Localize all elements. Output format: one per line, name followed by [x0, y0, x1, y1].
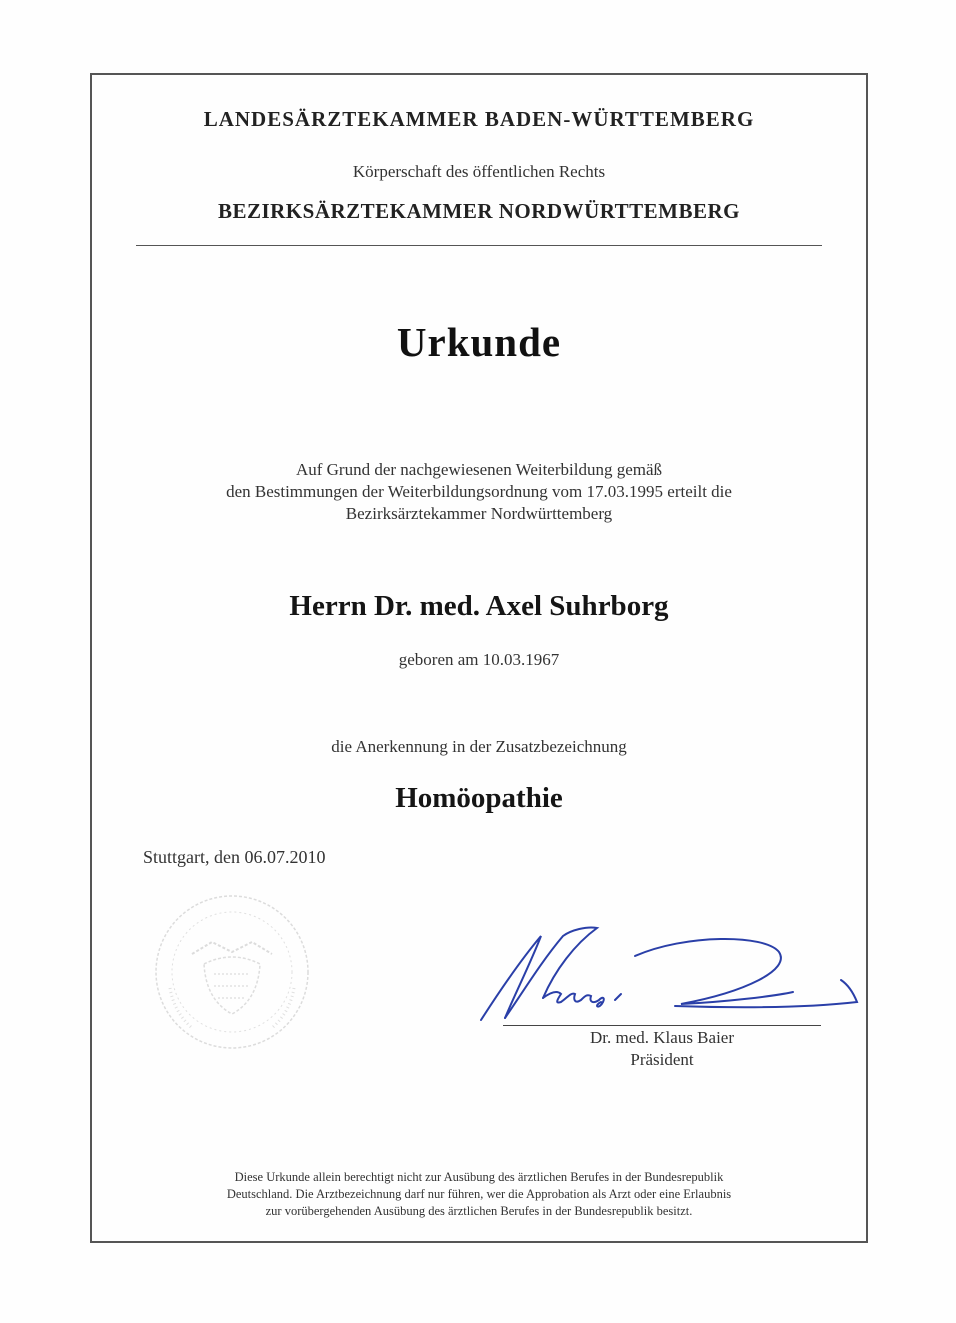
birth-date: geboren am 10.03.1967: [398, 650, 560, 669]
place-and-date: Stuttgart, den 06.07.2010: [143, 847, 326, 867]
handwritten-signature: [475, 922, 865, 1027]
intro-text: [90, 459, 868, 525]
signer-role: Präsident: [630, 1050, 694, 1069]
recognition-text: die Anerkennung in der Zusatzbezeichnung: [331, 737, 627, 756]
legal-form: Körperschaft des öffentlichen Rechts: [352, 162, 606, 181]
intro-line: den Bestimmungen der Weiterbildungsordnung vom 17.03.1995 erteilt die: [226, 482, 732, 501]
qualification-title: Homöopathie: [395, 782, 563, 814]
legal-disclaimer: [90, 1169, 868, 1220]
embossed-seal-icon: [152, 892, 312, 1052]
signature-line: [503, 1025, 821, 1026]
organization-name: LANDESÄRZTEKAMMER BADEN-WÜRTTEMBERG: [203, 107, 755, 131]
district-chamber-name: BEZIRKSÄRZTEKAMMER NORDWÜRTTEMBERG: [217, 199, 741, 223]
signer-name: Dr. med. Klaus Baier: [590, 1028, 734, 1047]
intro-line: Bezirksärztekammer Nordwürttemberg: [345, 504, 613, 523]
intro-line: Auf Grund der nachgewiesenen Weiterbildung gemäß: [295, 460, 663, 479]
header-divider: [136, 245, 822, 246]
disclaimer-line: zur vorübergehenden Ausübung des ärztlichen Berufes in der Bundesrepublik besitzt.: [265, 1204, 693, 1218]
recipient-name: Herrn Dr. med. Axel Suhrborg: [289, 590, 669, 622]
document-title: Urkunde: [396, 319, 562, 365]
disclaimer-line: Diese Urkunde allein berechtigt nicht zur Ausübung des ärztlichen Berufes in der Bundesrepublik: [234, 1170, 724, 1184]
disclaimer-line: Deutschland. Die Arztbezeichnung darf nur führen, wer die Approbation als Arzt oder eine Erlaubnis: [226, 1187, 732, 1201]
